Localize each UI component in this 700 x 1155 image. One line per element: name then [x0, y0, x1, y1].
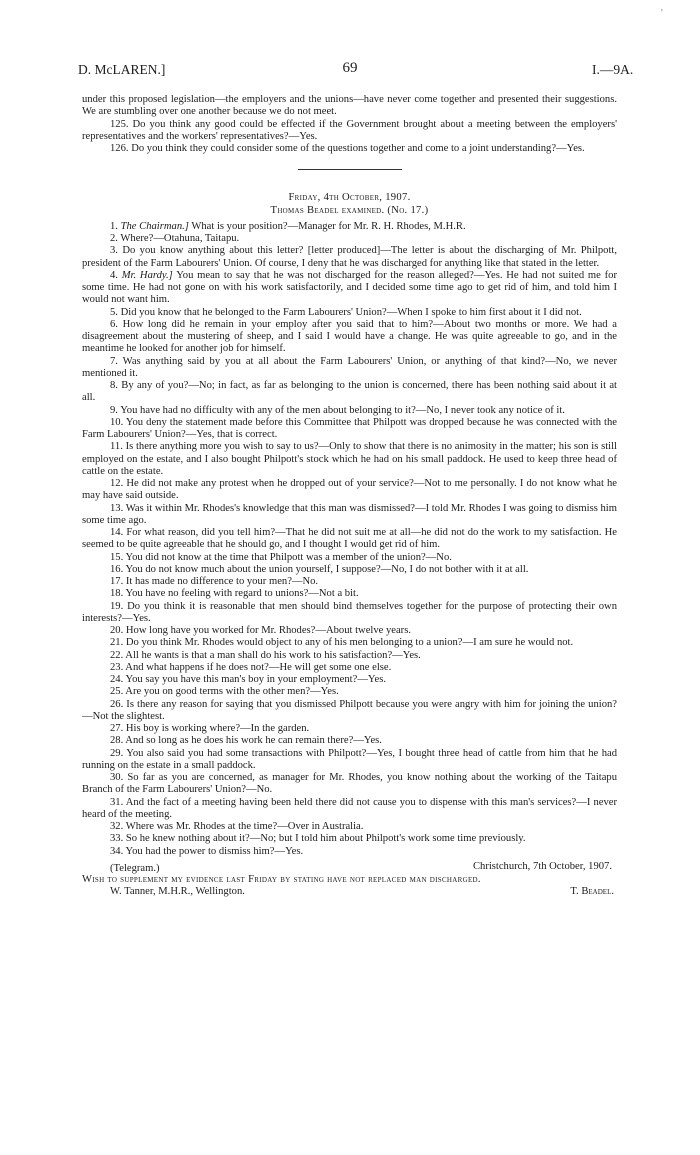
question-paragraph: 15. You did not know at the time that Philpott was a member of the union?—No.	[110, 551, 452, 563]
question-paragraph: 19. Do you think it is reasonable that men should bind themselves together for the purpose of protecting their own interests?—Yes.	[82, 600, 617, 624]
telegram-place-date: Christchurch, 7th October, 1907.	[472, 860, 612, 872]
question-paragraph: 34. You had the power to dismiss him?—Yes.	[110, 845, 304, 857]
question-paragraph: 29. You also said you had some transactions with Philpott?—Yes, I bought three head of cattle from him that he had running on the estate in a small paddock.	[82, 747, 617, 771]
telegram-addressee: W. Tanner, M.H.R., Wellington.	[110, 885, 245, 897]
question-paragraph: 26. Is there any reason for saying that you dismissed Philpott because you were angry with him for joining the union?—Not the slightest.	[82, 698, 617, 722]
question-paragraph: 27. His boy is working where?—In the garden.	[110, 723, 310, 734]
question-paragraph: 7. Was anything said by you at all about the Farm Labourers' Union, or anything of that kind?—No, we never mentioned it.	[82, 355, 617, 379]
question-paragraph: 33. So he knew nothing about it?—No; but I told him about Philpott's work some time previously.	[110, 833, 526, 845]
question-paragraph: 31. And the fact of a meeting having been held there did not cause you to dispense with this man's services?—I never heard of the meeting.	[82, 796, 617, 820]
question-paragraph: 3. Do you know anything about this letter? [letter produced]—The letter is about the discharging of Mr. Philpott, president of the Farm Labourers' Union. Of course, I deny that he was discharged for anything like that stated in the letter.	[82, 245, 617, 269]
header-witness-name: D. McLAREN.]	[78, 62, 166, 77]
header-document-code: I.—9A.	[592, 62, 634, 77]
question-paragraph: 125. Do you think any good could be effected if the Government brought about a meeting between the employers' representatives and the workers' representatives?—Yes.	[82, 118, 617, 142]
question-paragraph: 30. So far as you are concerned, as manager for Mr. Rhodes, you know nothing about the working of the Taitapu Branch of the Farm Labourers' Union?—No.	[82, 772, 617, 796]
question-paragraph: 8. By any of you?—No; in fact, as far as belonging to the union is concerned, there has been nothing said about it at all.	[82, 380, 617, 404]
question-paragraph: 24. You say you have this man's boy in your employment?—Yes.	[110, 674, 386, 685]
question-paragraph: 18. You have no feeling with regard to unions?—Not a bit.	[110, 588, 359, 600]
question-paragraph: 126. Do you think they could consider some of the questions together and come to a joint understanding?—Yes.	[110, 143, 585, 154]
telegram-message-text: Wish to supplement my evidence last Friday by stating have not replaced man discharged.	[82, 873, 481, 885]
question-paragraph: 25. Are you on good terms with the other men?—Yes.	[110, 686, 339, 698]
section-date: Friday, 4th October, 1907.	[288, 192, 411, 204]
question-paragraph: 12. He did not make any protest when he dropped out of your service?—Not to me personally. I do not know what he may have said outside.	[82, 478, 617, 502]
question-paragraph: 10. You deny the statement made before this Committee that Philpott was dropped because he was connected with the Farm Labourers' Union?—Yes, that is correct.	[82, 416, 617, 440]
question-paragraph: 9. You have had no difficulty with any of the men about belonging to it?—No, I never took any notice of it.	[110, 404, 565, 416]
question-paragraph: 14. For what reason, did you tell him?—That he did not suit me at all—he did not do the work to my satisfaction. He seemed to be quite agreeable that he should go, and I thought I would get rid of him.	[82, 527, 617, 551]
document-body	[82, 94, 617, 901]
witness-heading: Thomas Beadel examined. (No. 17.)	[270, 204, 429, 216]
telegram-block	[82, 861, 617, 901]
telegram-signature: T. Beadel.	[570, 885, 614, 897]
question-paragraph: 28. And so long as he does his work he can remain there?—Yes.	[110, 735, 382, 747]
question-paragraph: 23. And what happens if he does not?—He will get some one else.	[110, 661, 392, 673]
question-paragraph	[82, 270, 617, 307]
intro-paragraph: under this proposed legislation—the employers and the unions—have never come together and presented their suggestions. We are stumbling over one another because we do not meet.	[82, 94, 617, 118]
speaker-label: Mr. Hardy.]	[121, 269, 173, 281]
corner-mark: '	[661, 8, 663, 19]
speaker-label: The Chairman.]	[120, 220, 189, 232]
question-paragraph: 6. How long did he remain in your employ after you said that to him?—About two months or more. We had a disagreement about the mustering of sheep, and I said I would have a change. He was quite agreeable to go, and in the meantime he looked for another job for himself.	[82, 318, 617, 355]
question-number: 1.	[110, 220, 118, 232]
telegram-label: (Telegram.)	[110, 862, 160, 874]
question-paragraph	[82, 221, 617, 233]
question-paragraph: 11. Is there anything more you wish to say to us?—Only to show that there is no animosity in the matter; his son is still employed on the estate, and I also bought Philpott's stock which he had on his small paddock. He used to keep three head of cattle on the estate.	[82, 441, 617, 477]
question-text: You mean to say that he was not discharged for the reason alleged?—Yes. He had not suited me for some time. He had not gone on with his work satisfactorily, and I decided some time ago to get rid of him, and told him I would not want him.	[82, 269, 617, 306]
question-text: What is your position?—Manager for Mr. R. H. Rhodes, M.H.R.	[191, 220, 466, 232]
question-paragraph: 20. How long have you worked for Mr. Rhodes?—About twelve years.	[110, 625, 411, 636]
question-paragraph: 17. It has made no difference to your men?—No.	[110, 576, 319, 587]
question-number: 4.	[110, 269, 118, 281]
question-paragraph: 16. You do not know much about the union yourself, I suppose?—No, I do not bother with it at all.	[110, 563, 529, 575]
section-divider	[298, 169, 402, 170]
question-paragraph: 21. Do you think Mr. Rhodes would object to any of his men belonging to a union?—I am sure he would not.	[110, 637, 574, 649]
question-paragraph: 32. Where was Mr. Rhodes at the time?—Over in Australia.	[110, 821, 364, 832]
page-number: 69	[342, 60, 358, 76]
question-paragraph: 22. All he wants is that a man shall do his work to his satisfaction?—Yes.	[110, 649, 421, 661]
question-paragraph: 5. Did you know that he belonged to the Farm Labourers' Union?—When I spoke to him first about it I did not.	[110, 306, 582, 318]
question-paragraph: 13. Was it within Mr. Rhodes's knowledge that this man was dismissed?—I told Mr. Rhodes I was going to dismiss him some time ago.	[82, 502, 617, 526]
question-paragraph: 2. Where?—Otahuna, Taitapu.	[110, 233, 240, 244]
